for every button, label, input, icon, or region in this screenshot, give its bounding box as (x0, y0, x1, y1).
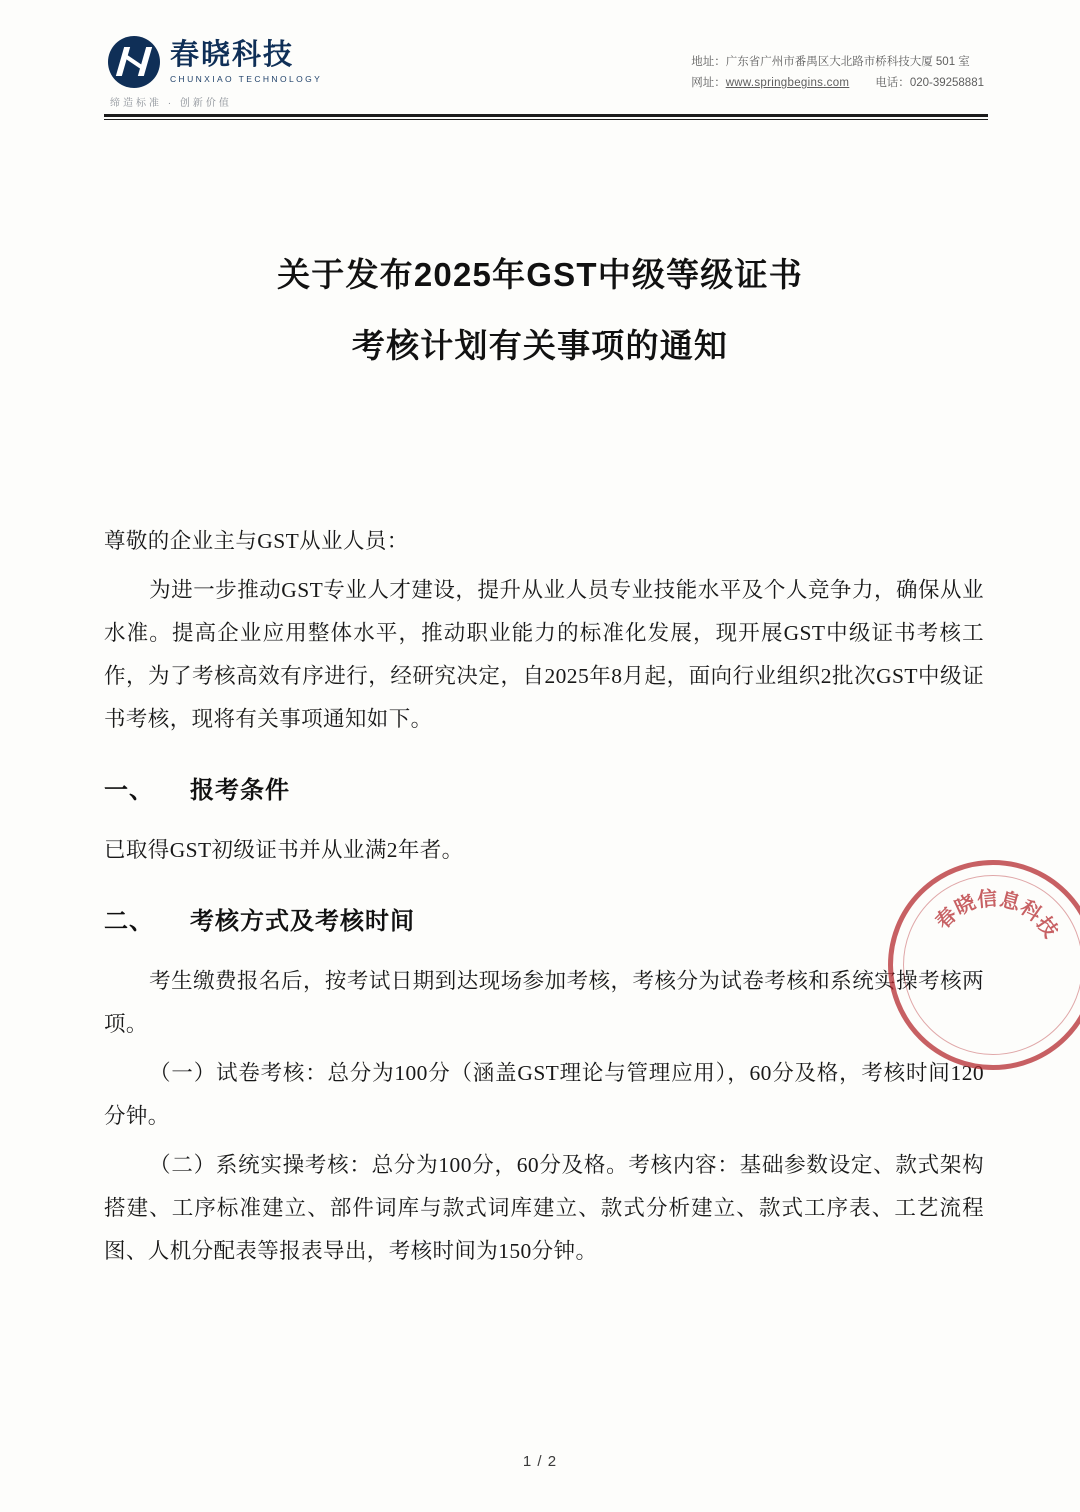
official-seal (888, 860, 1080, 1070)
contact-info (691, 52, 984, 95)
intro-paragraph: 为进一步推动GST专业人才建设，提升从业人员专业技能水平及个人竞争力，确保从业水准。提高企业应用整体水平，推动职业能力的标准化发展，现开展GST中级证书考核工作，为了考核高效有序进行，经研究决定，自2025年8月起，面向行业组织2批次GST中级证书考核，现将有关事项通知如下。 (104, 578, 984, 731)
section-2-paragraph-2: （一）试卷考核：总分为100分（涵盖GST理论与管理应用），60分及格，考核时间120分钟。 (104, 1061, 984, 1128)
logo-mark-icon (108, 36, 160, 88)
letterhead-divider (104, 114, 988, 117)
section-heading-1 (104, 767, 984, 815)
section-2-paragraph-3: （二）系统实操考核：总分为100分，60分及格。考核内容：基础参数设定、款式架构搭建、工序标准建立、部件词库与款式词库建立、款式分析建立、款式工序表、工艺流程图、人机分配表等报表导出，考核时间为150分钟。 (104, 1153, 984, 1263)
section-1-number: 一、 (104, 777, 154, 804)
address-row (691, 52, 984, 73)
section-2-title: 考核方式及考核时间 (190, 908, 415, 935)
title-line-2: 考核计划有关事项的通知 (351, 327, 729, 364)
logo-slogan: 缔造标准 · 创新价值 (110, 98, 232, 109)
page-number: 1 / 2 (522, 1453, 558, 1470)
company-logo (108, 36, 322, 88)
document-title (0, 258, 1080, 362)
title-line-1: 关于发布2025年GST中级等级证书 (277, 256, 803, 293)
phone-value: 020-39258881 (909, 77, 984, 90)
document-body (104, 520, 984, 1279)
logo-name-en: CHUNXIAO TECHNOLOGY (170, 73, 323, 84)
website-phone-row (691, 73, 984, 94)
phone-label: 电话： (875, 77, 910, 90)
section-2-number: 二、 (104, 908, 154, 935)
section-heading-2 (104, 898, 984, 946)
letterhead (0, 22, 1080, 110)
salutation: 尊敬的企业主与GST从业人员： (104, 529, 409, 553)
address-label: 地址： (691, 56, 726, 68)
seal-text: 春 晓 信 息 科 技 (931, 887, 1062, 942)
section-1-title: 报考条件 (190, 777, 290, 804)
section-2-paragraph-1: 考生缴费报名后，按考试日期到达现场参加考核，考核分为试卷考核和系统实操考核两项。 (104, 969, 984, 1036)
address-value: 广东省广州市番禺区大北路市桥科技大厦 501 室 (725, 56, 970, 68)
section-1-paragraph-1: 已取得GST初级证书并从业满2年者。 (104, 838, 464, 862)
logo-wordmark (170, 38, 323, 84)
website-value[interactable]: www.springbegins.com (725, 77, 850, 90)
website-label: 网址： (691, 77, 726, 90)
logo-name-cn: 春晓科技 (170, 38, 295, 71)
